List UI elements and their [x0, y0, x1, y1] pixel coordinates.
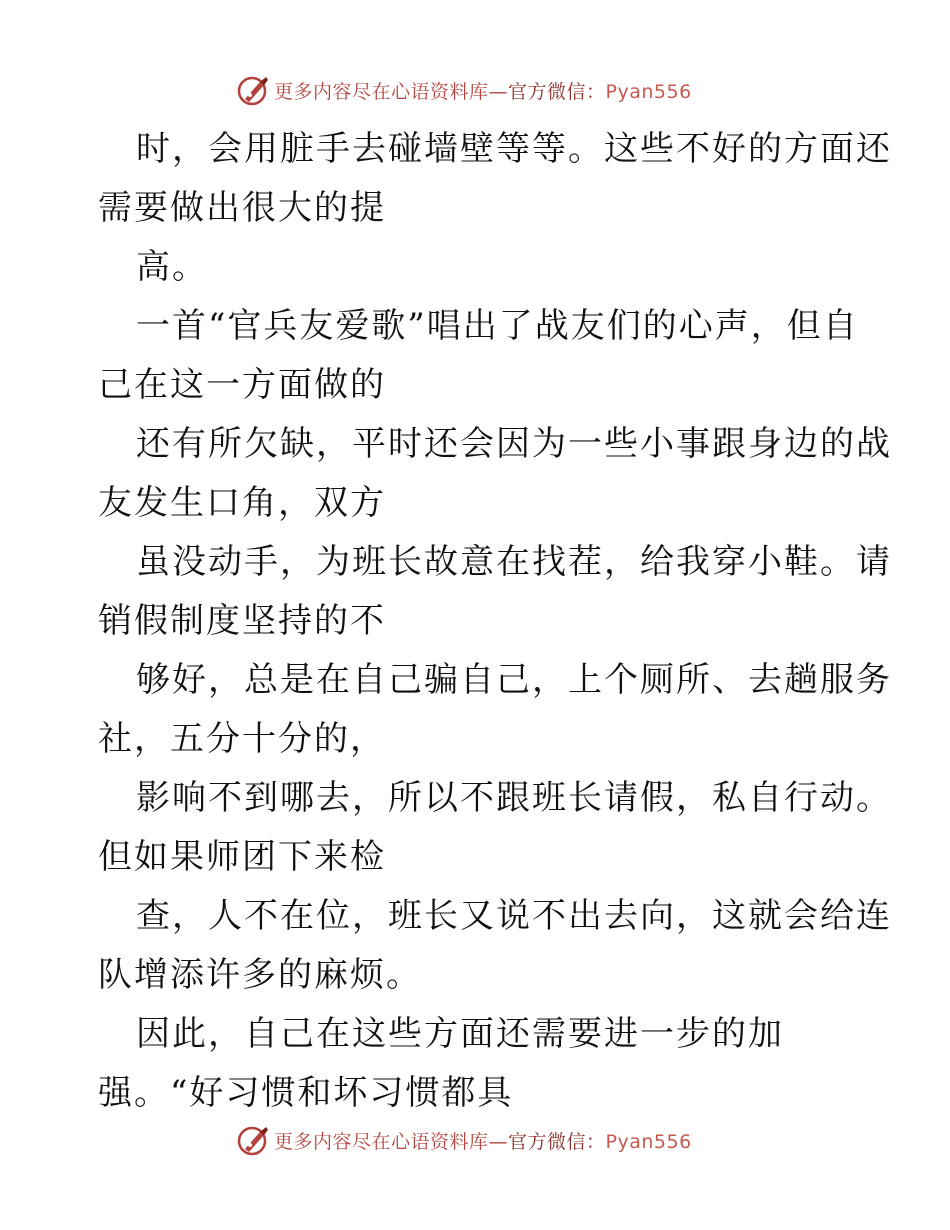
footer-watermark	[236, 1123, 692, 1157]
body-line-17: 强。“好习惯和坏习惯都具	[98, 1073, 514, 1113]
body-line-1: 时，会用脏手去碰墙壁等等。这些不好的方面还	[136, 129, 892, 169]
body-line-3: 高。	[136, 247, 208, 287]
watermark-brand: 更多内容尽在心语资料库	[274, 1130, 489, 1153]
body-line-12: 影响不到哪去，所以不跟班长请假，私自行动。	[136, 778, 892, 818]
pen-logo-icon	[236, 73, 270, 107]
document-body	[98, 120, 892, 1123]
watermark-account: Pyan556	[605, 80, 692, 103]
body-line-14: 查，人不在位，班长又说不出去向，这就会给连	[136, 896, 892, 936]
watermark-label: 官方微信：	[508, 80, 606, 103]
body-line-2: 需要做出很大的提	[98, 188, 386, 228]
body-line-9: 销假制度坚持的不	[98, 601, 386, 641]
body-line-6: 还有所欠缺，平时还会因为一些小事跟身边的战	[136, 424, 892, 464]
body-line-15: 队增添许多的麻烦。	[98, 955, 422, 995]
watermark-account: Pyan556	[605, 1130, 692, 1153]
body-line-10: 够好，总是在自己骗自己，上个厕所、去趟服务	[136, 660, 892, 700]
body-line-16: 因此，自己在这些方面还需要进一步的加	[136, 1014, 784, 1054]
watermark-label: 官方微信：	[508, 1130, 606, 1153]
pen-logo-icon	[236, 1123, 270, 1157]
body-line-7: 友发生口角，双方	[98, 483, 386, 523]
body-line-8: 虽没动手，为班长故意在找茬，给我穿小鞋。请	[136, 542, 892, 582]
body-line-5: 己在这一方面做的	[98, 365, 386, 405]
watermark-brand: 更多内容尽在心语资料库	[274, 80, 489, 103]
watermark-separator: —	[488, 1130, 509, 1153]
body-line-4: 一首“官兵友爱歌”唱出了战友们的心声，但自	[136, 306, 859, 346]
body-line-13: 但如果师团下来检	[98, 837, 386, 877]
watermark-separator: —	[488, 80, 509, 103]
header-watermark	[236, 73, 692, 107]
body-line-11: 社，五分十分的，	[98, 719, 386, 759]
